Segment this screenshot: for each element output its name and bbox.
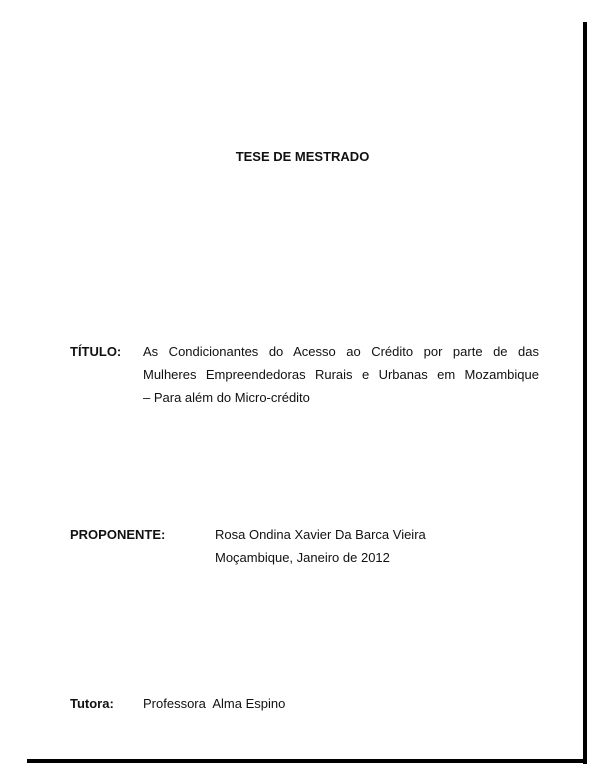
tutora-label: Tutora: bbox=[70, 696, 114, 711]
proponente-name: Rosa Ondina Xavier Da Barca Vieira bbox=[215, 527, 426, 542]
document-heading: TESE DE MESTRADO bbox=[235, 149, 370, 164]
proponente-text bbox=[215, 523, 426, 569]
proponente-place-date: Moçambique, Janeiro de 2012 bbox=[215, 550, 390, 565]
page-border-right bbox=[583, 22, 587, 764]
titulo-line: As Condicionantes do Acesso ao Crédito por parte de das bbox=[143, 344, 539, 359]
tutora-name: Professora Alma Espino bbox=[143, 696, 286, 711]
page-border-bottom bbox=[27, 759, 587, 763]
titulo-text bbox=[143, 340, 539, 409]
titulo-line: Mulheres Empreendedoras Rurais e Urbanas em Mozambique bbox=[143, 367, 539, 382]
titulo-line: – Para além do Micro-crédito bbox=[143, 390, 310, 405]
titulo-label: TÍTULO: bbox=[70, 344, 122, 359]
proponente-label: PROPONENTE: bbox=[70, 527, 166, 542]
